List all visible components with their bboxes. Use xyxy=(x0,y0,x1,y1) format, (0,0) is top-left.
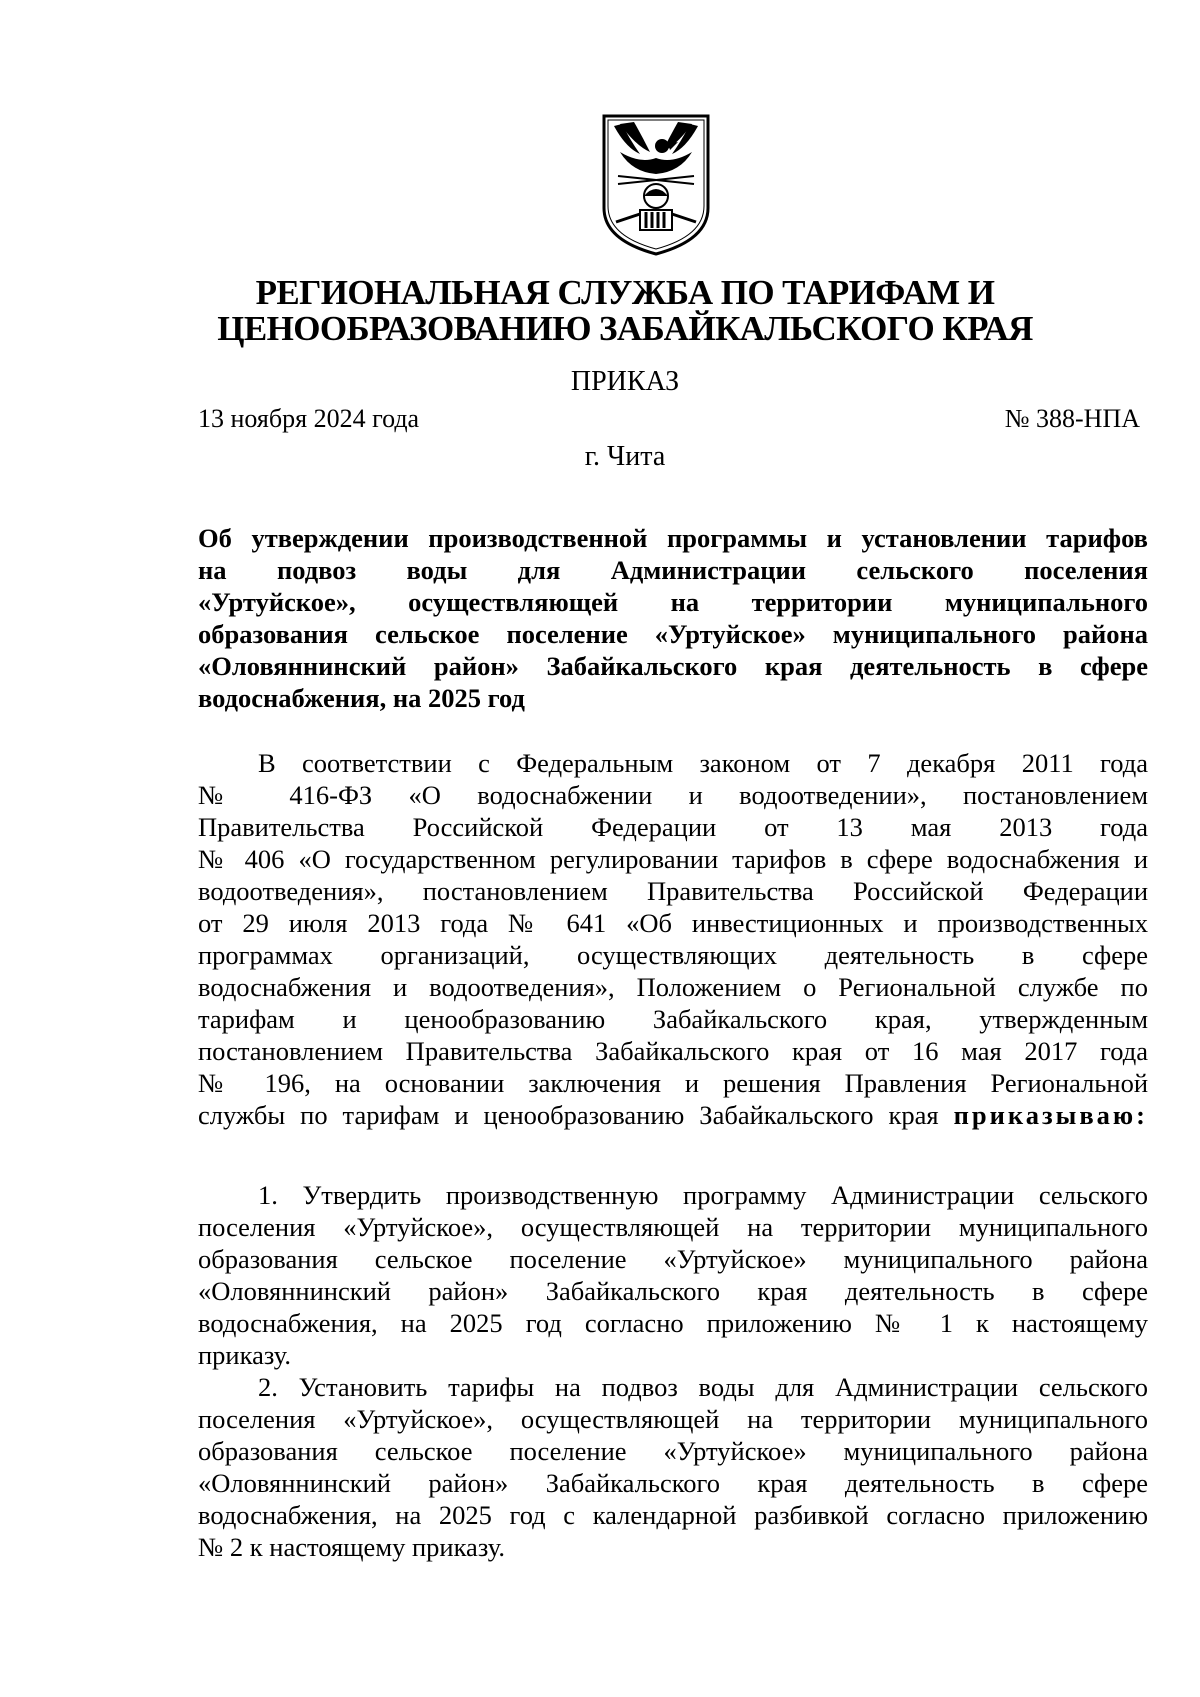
organization-title-line-2: ЦЕНООБРАЗОВАНИЮ ЗАБАЙКАЛЬСКОГО КРАЯ xyxy=(217,309,1033,348)
order-item-1 xyxy=(198,1179,1148,1371)
preamble-paragraph xyxy=(198,747,1148,1131)
preamble-line-text: службы по тарифам и ценообразованию Забайкальского края xyxy=(198,1100,939,1130)
item-line: образования сельское поселение «Уртуйское» муниципального района xyxy=(198,1244,1148,1274)
item-line: поселения «Уртуйское», осуществляющей на территории муниципального xyxy=(198,1404,1148,1434)
preamble-line: В соответствии с Федеральным законом от 7 декабря 2011 года xyxy=(258,748,1148,778)
item-line: приказу. xyxy=(198,1340,291,1370)
order-item-2 xyxy=(198,1371,1148,1563)
item-line: № 2 к настоящему приказу. xyxy=(198,1532,505,1562)
preamble-line: от 29 июля 2013 года № 641 «Об инвестиционных и производственных xyxy=(198,908,1148,938)
item-line: водоснабжения, на 2025 год согласно приложению № 1 к настоящему xyxy=(198,1308,1148,1338)
preamble-line: водоснабжения и водоотведения», Положением о Региональной службе по xyxy=(198,972,1148,1002)
subject-line: «Оловяннинский район» Забайкальского края деятельность в сфере xyxy=(198,651,1148,681)
document-type: ПРИКАЗ xyxy=(570,366,680,397)
document-city: г. Чита xyxy=(584,441,666,472)
item-line: поселения «Уртуйское», осуществляющей на территории муниципального xyxy=(198,1212,1148,1242)
document-number: № 388-НПА xyxy=(1004,404,1140,433)
item-line: водоснабжения, на 2025 год с календарной разбивкой согласно приложению xyxy=(198,1500,1148,1530)
item-line: 1. Утвердить производственную программу Администрации сельского xyxy=(258,1180,1148,1210)
preamble-line: № 196, на основании заключения и решения Правления Региональной xyxy=(198,1068,1148,1098)
preamble-line: постановлением Правительства Забайкальского края от 16 мая 2017 года xyxy=(198,1036,1148,1066)
preamble-line: тарифам и ценообразованию Забайкальского края, утвержденным xyxy=(198,1004,1148,1034)
subject-line: водоснабжения, на 2025 год xyxy=(198,683,525,713)
subject-line: «Уртуйское», осуществляющей на территории муниципального xyxy=(198,587,1148,617)
item-line: образования сельское поселение «Уртуйское» муниципального района xyxy=(198,1436,1148,1466)
item-line: «Оловяннинский район» Забайкальского края деятельность в сфере xyxy=(198,1468,1148,1498)
order-word: приказываю: xyxy=(953,1100,1148,1130)
document-date: 13 ноября 2024 года xyxy=(198,404,420,433)
order-subject xyxy=(198,522,1148,714)
preamble-line: Правительства Российской Федерации от 13 мая 2013 года xyxy=(198,812,1148,842)
preamble-line: № 406 «О государственном регулировании тарифов в сфере водоснабжения и xyxy=(198,844,1148,874)
subject-line: образования сельское поселение «Уртуйское» муниципального района xyxy=(198,619,1148,649)
coat-of-arms-emblem xyxy=(600,112,712,258)
preamble-line: программах организаций, осуществляющих деятельность в сфере xyxy=(198,940,1148,970)
organization-title-line-1: РЕГИОНАЛЬНАЯ СЛУЖБА ПО ТАРИФАМ И xyxy=(255,273,995,312)
item-line: «Оловяннинский район» Забайкальского края деятельность в сфере xyxy=(198,1276,1148,1306)
preamble-last-line xyxy=(198,1099,1148,1131)
subject-line: на подвоз воды для Администрации сельского поселения xyxy=(198,555,1148,585)
item-line: 2. Установить тарифы на подвоз воды для Администрации сельского xyxy=(258,1372,1148,1402)
subject-line: Об утверждении производственной программы и установлении тарифов xyxy=(198,523,1148,553)
preamble-line: водоотведения», постановлением Правительства Российской Федерации xyxy=(198,876,1148,906)
preamble-line: № 416-ФЗ «О водоснабжении и водоотведении», постановлением xyxy=(198,780,1148,810)
